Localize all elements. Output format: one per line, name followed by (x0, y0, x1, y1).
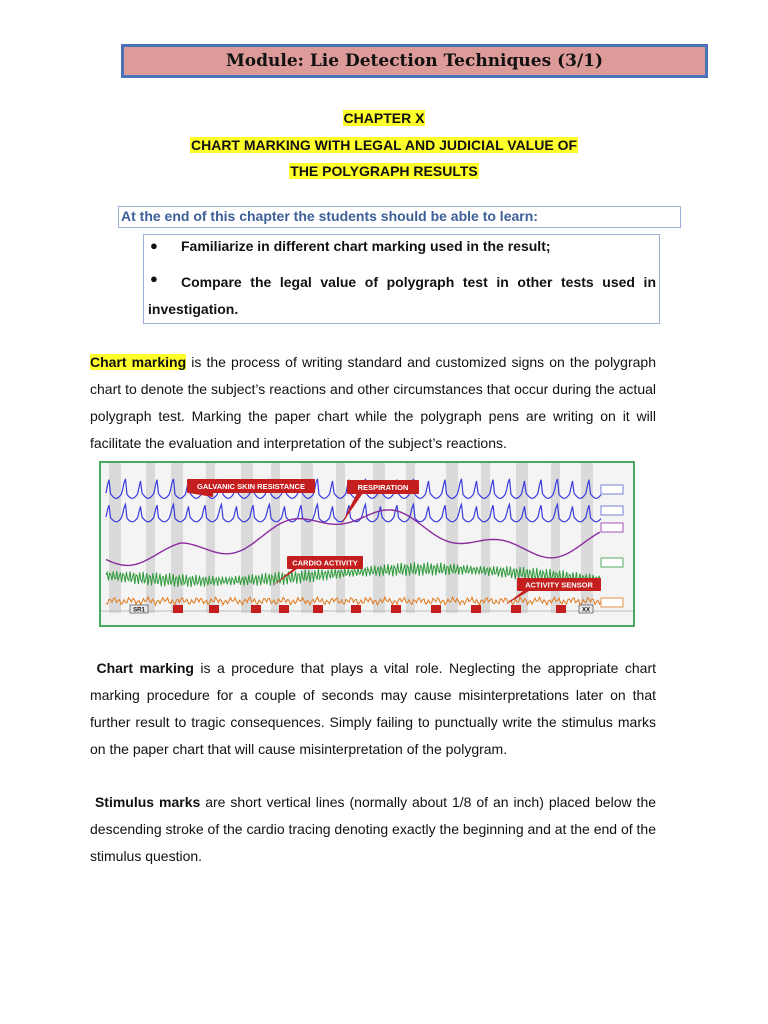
label-galvanic-skin-resistance: GALVANIC SKIN RESISTANCE (197, 482, 305, 491)
list-item: ● Familiarize in different chart marking used in the result; (150, 238, 551, 254)
stimulus-marker (279, 605, 289, 613)
stimulus-marker (391, 605, 401, 613)
stimulus-marker (209, 605, 219, 613)
marker-last (579, 605, 593, 614)
channel-tags (601, 485, 623, 607)
paragraph-stimulus-marks: Stimulus marks are short vertical lines (normally about 1/8 of an inch) placed below the descending stroke of the cardio tracing denoting exactly the beginning and at the end of the stimulus question. (90, 794, 657, 864)
chapter-number: CHAPTER X (343, 110, 425, 126)
list-item: ● Compare the legal value of polygraph test in other tests used in investigation. (148, 271, 656, 317)
module-header (121, 44, 708, 78)
module-title: Module: Lie Detection Techniques (3/1) (225, 51, 604, 71)
label-cardio-activity: CARDIO ACTIVITY (292, 558, 358, 568)
stimulus-marker (431, 605, 441, 613)
term-stimulus-marks: Stimulus marks (94, 794, 201, 810)
svg-text:SR1: SR1 (133, 607, 145, 614)
label-activity-sensor: ACTIVITY SENSOR (525, 580, 593, 590)
marker-first (130, 605, 148, 614)
stimulus-marker (511, 605, 521, 613)
term-chart-marking: Chart marking (96, 660, 194, 676)
stimulus-marker (173, 605, 183, 613)
stimulus-marker (556, 605, 566, 613)
stimulus-marker (251, 605, 261, 613)
paragraph-chart-marking-definition: Chart marking is the process of writing standard and customized signs on the polygraph chart to denote the subject’s reactions and other circumstances that occur during the actual polygraph test. Marking the paper chart while the polygraph pens are writing on it will facilitate the evaluation and interpretation of the subject’s reactions. (90, 354, 656, 451)
chapter-title-line1: CHART MARKING WITH LEGAL AND JUDICIAL VALUE OF (190, 137, 578, 153)
polygraph-chart-image (101, 463, 633, 625)
bullet-icon: ● (150, 271, 158, 286)
stimulus-marker (471, 605, 481, 613)
term-chart-marking: Chart marking (90, 354, 187, 370)
objectives-heading: At the end of this chapter the students should be able to learn: (118, 206, 681, 228)
stimulus-marker (351, 605, 361, 613)
chapter-title-line2: THE POLYGRAPH RESULTS (290, 163, 478, 179)
bullet-icon: ● (150, 238, 158, 253)
stimulus-marker (313, 605, 323, 613)
label-respiration: RESPIRATION (357, 483, 409, 492)
svg-text:XX: XX (581, 607, 591, 614)
polygraph-chart-figure (99, 461, 635, 627)
objectives-list (143, 234, 660, 324)
paragraph-chart-marking-role: Chart marking is a procedure that plays a vital role. Neglecting the appropriate chart marking procedure for a couple of seconds may cause misinterpretations later on that further result to tragic consequences. Simply failing to punctually write the stimulus marks on the paper chart that will cause misinterpretation of the polygram. (90, 660, 656, 757)
